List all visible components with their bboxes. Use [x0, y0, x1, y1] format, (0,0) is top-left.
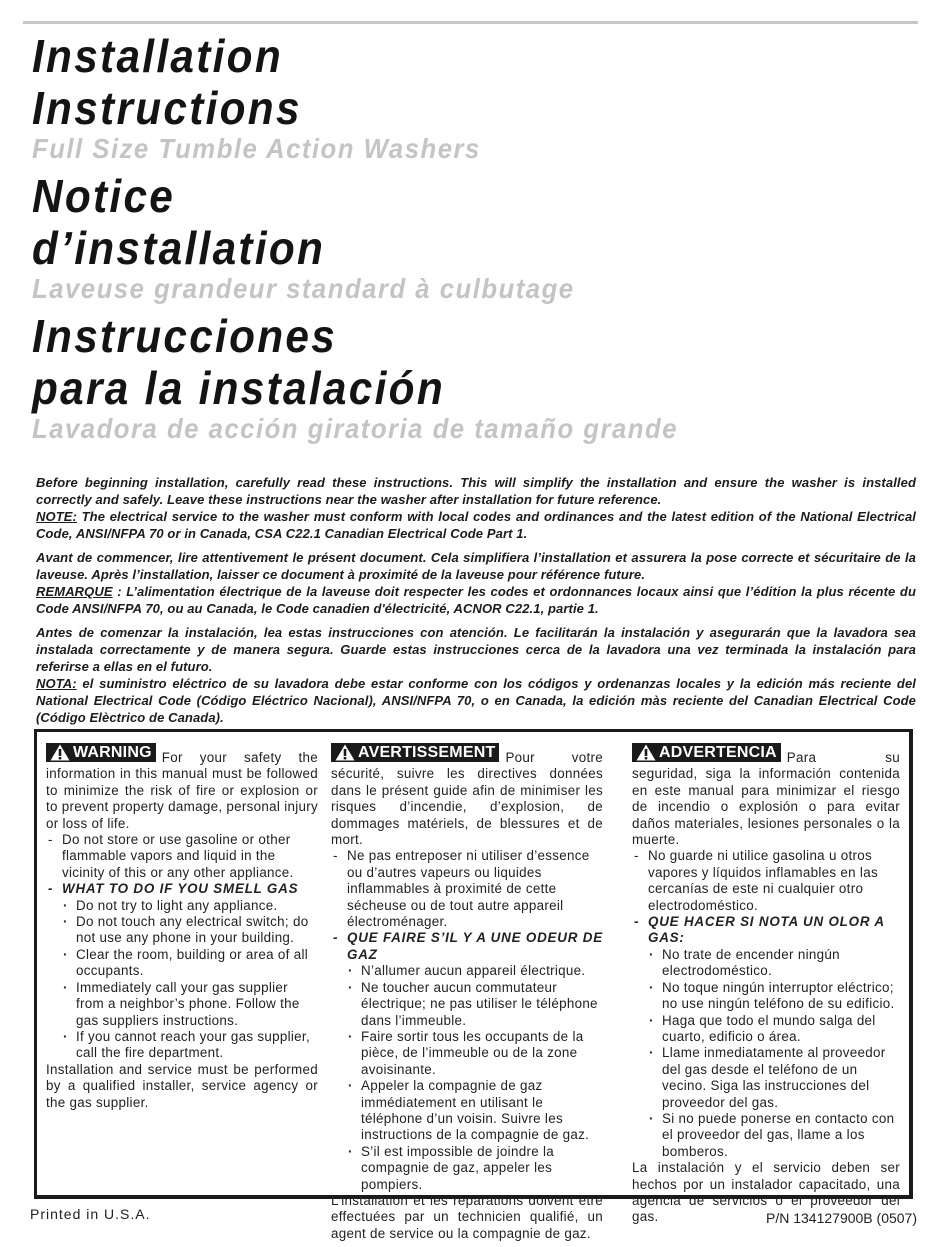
title-group-es: [32, 310, 912, 444]
printed-in-label: Printed in U.S.A.: [30, 1206, 151, 1222]
subtitle-en: Full Size Tumble Action Washers: [32, 133, 481, 164]
warning-column-es: [632, 743, 900, 1226]
warning-item-en: - Do not store or use gasoline or other flammable vapors and liquid in the vicinity of this or any other appliance.: [46, 832, 318, 881]
note-label-fr: REMARQUE: [36, 584, 113, 599]
gas-step: · S’il est impossible de joindre la compagnie de gaz, appeler les pompiers.: [331, 1144, 603, 1193]
gas-step: · Do not try to light any appliance.: [46, 898, 318, 914]
warning-item-fr: - Ne pas entreposer ni utiliser d’essence ou d’autres vapeurs ou liquides inflammables à proximité de cette sécheuse ou de tout autre appareil électroménager.: [331, 848, 603, 930]
warning-triangle-icon: [50, 744, 70, 761]
top-rule: [23, 21, 918, 24]
title-block: [32, 30, 912, 450]
warning-lead-text-en: For your safety the information in this manual must be followed to minimize the risk of fire or explosion or to prevent property damage, personal injury or loss of life.: [46, 750, 318, 831]
gas-step: · N’allumer aucun appareil électrique.: [331, 963, 603, 979]
warning-badge: [46, 743, 156, 762]
warning-closing-es: La instalación y el servicio deben ser hechos por un instalador capacitado, una agencia de servicios o el proveedor del gas.: [632, 1160, 900, 1225]
avertissement-badge: [331, 743, 499, 762]
gas-step: · Ne toucher aucun commutateur électrique; ne pas utiliser le téléphone dans l’immeuble.: [331, 980, 603, 1029]
warning-triangle-icon: [636, 744, 656, 761]
gas-step: · Do not touch any electrical switch; do not use any phone in your building.: [46, 914, 318, 947]
gas-steps-es: [632, 947, 900, 1160]
gas-step: · No trate de encender ningún electrodoméstico.: [632, 947, 900, 980]
warning-lead-en: [46, 743, 318, 832]
title-group-en: [32, 30, 912, 164]
intro-es: [36, 624, 916, 726]
intro-fr: [36, 549, 916, 617]
title-group-fr: [32, 170, 912, 304]
intro-section: [36, 474, 916, 733]
intro-es-text: Antes de comenzar la instalación, lea estas instrucciones con atención. Le facilitarán la instalación y asegurarán que la lavadora sea instalada correctamente y de manera segura. Guarde estas instrucciones cerca de la lavadora una vez terminada la instalación para referirse a ellas en el futuro.: [36, 625, 916, 674]
gas-steps-en: [46, 898, 318, 1062]
warning-lead-text-es: Para su seguridad, siga la información contenida en este manual para minimizar el riesgo de incendio o explosión o para evitar daños materiales, lesiones personales o la muerte.: [632, 750, 900, 848]
note-text-en: The electrical service to the washer must conform with local codes and ordinances and the latest edition of the National Electrical Code, ANSI/NFPA 70 or in Canada, CSA C22.1 Canadian Electrical Code Part 1.: [36, 509, 916, 541]
gas-steps-fr: [331, 963, 603, 1193]
note-text-fr: : L’alimentation électrique de la laveuse doit respecter les codes et ordonnances locaux ainsi que l’édition la plus récente du Code ANSI/NFPA 70, ou au Canada, le Code canadien d'électricité, ACNOR C22.1, partie 1.: [36, 584, 916, 616]
gas-step: · Immediately call your gas supplier from a neighbor’s phone. Follow the gas suppliers instructions.: [46, 980, 318, 1029]
warning-lead-fr: [331, 743, 603, 848]
warning-lead-es: [632, 743, 900, 848]
warning-triangle-icon: [335, 744, 355, 761]
title-es-line1: Instrucciones: [32, 310, 338, 362]
warning-closing-fr: L’installation et les réparations doivent être effectuées par un technicien qualifié, un agent de service ou la compagnie de gaz.: [331, 1192, 603, 1241]
gas-heading-fr: - QUE FAIRE S’IL Y A UNE ODEUR DE GAZ: [331, 930, 603, 963]
subtitle-es: Lavadora de acción giratoria de tamaño grande: [32, 413, 679, 444]
gas-step: · Llame inmediatamente al proveedor del gas desde el teléfono de un vecino. Siga las instrucciones del proveedor del gas.: [632, 1045, 900, 1111]
title-fr-line2: d’installation: [32, 222, 326, 274]
gas-step: · Appeler la compagnie de gaz immédiatement en utilisant le téléphone d’un voisin. Suivre les instructions de la compagnie de gaz.: [331, 1078, 603, 1144]
title-fr-line1: Notice: [32, 170, 176, 222]
note-label-en: NOTE:: [36, 509, 77, 524]
gas-step: · If you cannot reach your gas supplier, call the fire department.: [46, 1029, 318, 1062]
note-text-es: el suministro eléctrico de su lavadora debe estar conforme con los códigos y ordenanzas locales y la edición más reciente del National Electrical Code (Código Eléctrico Nacional), ANSI/NFPA 70, o en Canada, la edición màs reciente del Canadian Electrical Code (Código Elèctrico de Canada).: [36, 676, 916, 725]
title-es-line2: para la instalación: [32, 362, 445, 414]
subtitle-fr: Laveuse grandeur standard à culbutage: [32, 273, 575, 304]
title-en-line2: Instructions: [32, 82, 302, 134]
part-number: P/N 134127900B (0507): [766, 1210, 917, 1226]
gas-step: · Si no puede ponerse en contacto con el proveedor del gas, llame a los bomberos.: [632, 1111, 900, 1160]
intro-en-text: Before beginning installation, carefully read these instructions. This will simplify the installation and ensure the washer is installed correctly and safely. Leave these instructions near the washer after installation for future reference.: [36, 475, 916, 507]
title-en-line1: Installation: [32, 30, 283, 82]
intro-fr-text: Avant de commencer, lire attentivement le présent document. Cela simplifiera l’installation et assurera la pose correcte et sécuritaire de la laveuse. Après l’installation, laisser ce document à proximité de la laveuse pour référence future.: [36, 550, 916, 582]
gas-step: · Clear the room, building or area of all occupants.: [46, 947, 318, 980]
gas-heading-en: - WHAT TO DO IF YOU SMELL GAS: [46, 881, 318, 897]
gas-step: · Faire sortir tous les occupants de la pièce, de l’immeuble ou de la zone avoisinante.: [331, 1029, 603, 1078]
advertencia-badge: [632, 743, 781, 762]
gas-step: · No toque ningún interruptor eléctrico; no use ningún teléfono de su edificio.: [632, 980, 900, 1013]
advertencia-badge-label: ADVERTENCIA: [659, 744, 777, 761]
warning-column-en: [46, 743, 318, 1111]
note-label-es: NOTA:: [36, 676, 77, 691]
gas-heading-es: - QUE HACER SI NOTA UN OLOR A GAS:: [632, 914, 900, 947]
intro-en: [36, 474, 916, 542]
gas-step: · Haga que todo el mundo salga del cuarto, edificio o área.: [632, 1013, 900, 1046]
warning-item-es: - No guarde ni utilice gasolina u otros vapores y líquidos inflamables en las cercanías de este ni cualquier otro electrodoméstico.: [632, 848, 900, 914]
warning-column-fr: [331, 743, 603, 1242]
warning-lead-text-fr: Pour votre sécurité, suivre les directives données dans le présent guide afin de minimiser les risques d’incendie, d’explosion, de dommages matériels, de blessures et de mort.: [331, 750, 603, 848]
avertissement-badge-label: AVERTISSEMENT: [358, 744, 496, 761]
warning-closing-en: Installation and service must be performed by a qualified installer, service agency or the gas supplier.: [46, 1061, 318, 1110]
warning-badge-label: WARNING: [73, 744, 152, 761]
